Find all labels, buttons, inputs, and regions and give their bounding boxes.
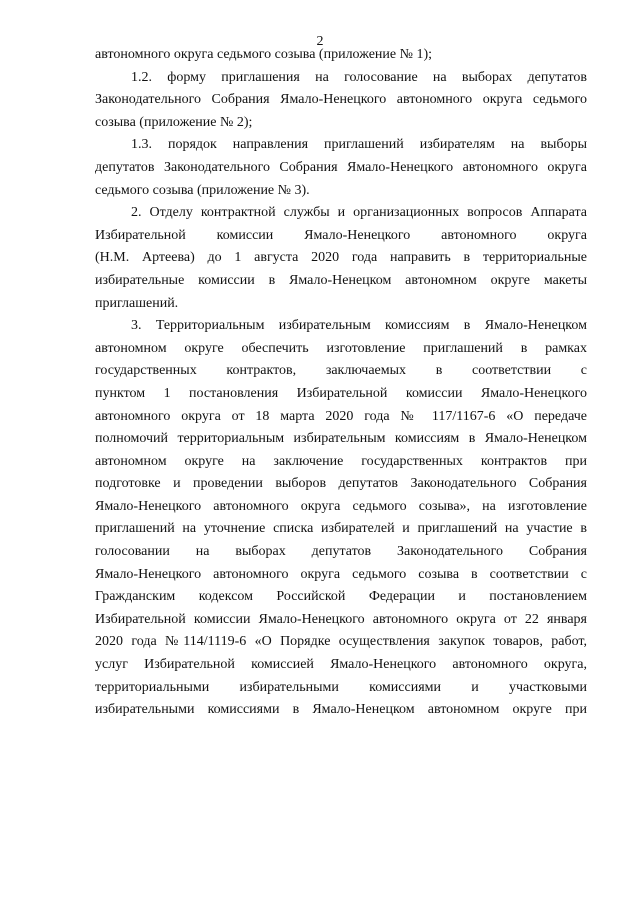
text-line: Гражданским кодексом Российской Федерации и постановлением: [95, 589, 587, 605]
text-line: государственных контрактов, заключаемых в соответствии с: [95, 363, 587, 379]
text-line: пунктом 1 постановления Избирательной комиссии Ямало-Ненецкого: [95, 385, 587, 401]
text-line: Избирательной комиссии Ямало-Ненецкого автономного округа: [95, 227, 587, 243]
text-line: Законодательного Собрания Ямало-Ненецкого автономного округа седьмого: [95, 92, 587, 108]
body-text: [95, 44, 587, 722]
text-line: автономного округа от 18 марта 2020 года № 117/1167-6 «О передаче: [95, 408, 587, 424]
text-line: Избирательной комиссии Ямало-Ненецкого автономного округа от 22 января: [95, 611, 587, 627]
text-line: территориальными избирательными комиссиями и участковыми: [95, 679, 587, 695]
text-line: 2020 года №114/1119-6 «О Порядке осуществления закупок товаров, работ,: [95, 634, 587, 650]
text-line: Ямало-Ненецкого автономного округа седьмого созыва в соответствии с: [95, 566, 587, 582]
text-line: седьмого созыва (приложение № 3).: [95, 182, 310, 198]
text-line: подготовке и проведении выборов депутатов Законодательного Собрания: [95, 476, 587, 492]
text-line: автономном округе на заключение государственных контрактов при: [95, 453, 587, 469]
text-line: голосовании на выборах депутатов Законодательного Собрания: [95, 544, 587, 560]
text-line: 3. Территориальным избирательным комиссиям в Ямало-Ненецком: [131, 318, 587, 334]
page-number: 2: [316, 34, 324, 49]
text-line: избирательными комиссиями в Ямало-Ненецком автономном округе при: [95, 702, 587, 718]
text-line: (Н.М. Артеева) до 1 августа 2020 года направить в территориальные: [95, 250, 587, 266]
text-line: приглашений на уточнение списка избирателей и приглашений на участие в: [95, 521, 587, 537]
text-line: услуг Избирательной комиссией Ямало-Ненецкого автономного округа,: [95, 657, 587, 673]
text-line: избирательные комиссии в Ямало-Ненецком автономном округе макеты: [95, 272, 587, 288]
text-line: приглашений.: [95, 295, 179, 311]
text-line: созыва (приложение № 2);: [95, 114, 253, 130]
text-line: 1.2. форму приглашения на голосование на выборах депутатов: [131, 69, 587, 85]
text-line: полномочий территориальным избирательным комиссиям в Ямало-Ненецком: [95, 431, 587, 447]
text-line: 2. Отделу контрактной службы и организационных вопросов Аппарата: [131, 205, 587, 221]
text-line: депутатов Законодательного Собрания Ямало-Ненецкого автономного округа: [95, 159, 587, 175]
text-line: Ямало-Ненецкого автономного округа седьмого созыва», на изготовление: [95, 498, 587, 514]
text-line: автономного округа седьмого созыва (приложение № 1);: [95, 47, 433, 62]
text-line: 1.3. порядок направления приглашений избирателям на выборы: [131, 137, 587, 153]
text-line: автономном округе обеспечить изготовление приглашений в рамках: [95, 340, 587, 356]
